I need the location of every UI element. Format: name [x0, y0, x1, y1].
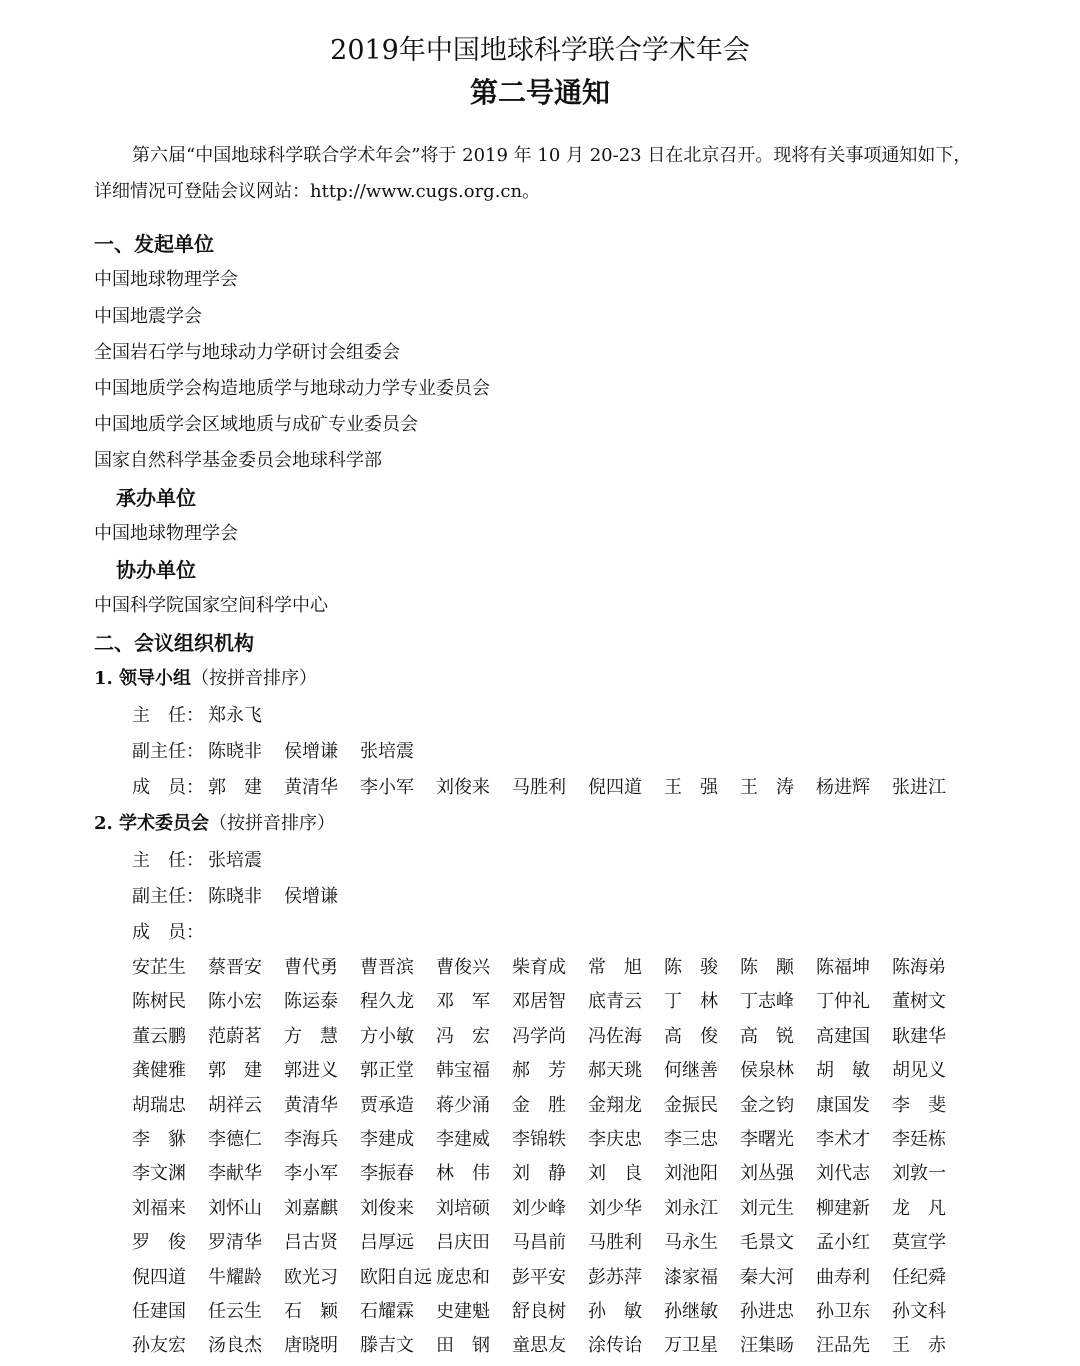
vice-chair-name: 陈晓非: [208, 886, 262, 907]
member-name: 柳建新: [816, 1198, 870, 1219]
member-row: [132, 1161, 962, 1187]
member-name: 李建成: [360, 1129, 414, 1150]
member-name: 侯泉林: [740, 1060, 794, 1081]
member-name: 陈 颙: [740, 957, 794, 978]
co-organizer-heading: 协办单位: [116, 558, 196, 582]
member-row: [132, 1058, 962, 1084]
member-name: 李 貅: [132, 1129, 186, 1150]
member-name: 李德仁: [208, 1129, 262, 1150]
chair-name: 张培震: [208, 850, 262, 871]
member-name: 何继善: [664, 1060, 718, 1081]
academic-committee-note: （按拼音排序）: [209, 813, 336, 834]
member-name: 庞忠和: [436, 1267, 490, 1288]
leading-group-vice-row: [132, 740, 968, 764]
members-label: 成 员：: [132, 922, 204, 943]
member-name: 韩宝福: [436, 1060, 490, 1081]
member-name: 孙 敏: [588, 1301, 642, 1322]
member-name: 林 伟: [436, 1163, 490, 1184]
member-name: 秦大河: [740, 1267, 794, 1288]
member-name: 郭 建: [208, 1060, 262, 1081]
organizer-name: 中国地球物理学会: [94, 523, 238, 544]
member-name: 丁 林: [664, 991, 718, 1012]
member-name: 李庆忠: [588, 1129, 642, 1150]
member-name: 刘嘉麒: [284, 1198, 338, 1219]
member-name: 李锦轶: [512, 1129, 566, 1150]
member-row: [132, 1265, 962, 1291]
member-name: 金翔龙: [588, 1095, 642, 1116]
member-name: 耿建华: [892, 1026, 946, 1047]
member-name: 牛耀龄: [208, 1267, 262, 1288]
member-name: 汪集旸: [740, 1335, 794, 1356]
member-name: 孙文科: [892, 1301, 946, 1322]
chair-label: 主 任：: [132, 850, 204, 871]
member-name: 欧光习: [284, 1267, 338, 1288]
member-name: 董树文: [892, 991, 946, 1012]
member-name: 龙 凡: [892, 1198, 946, 1219]
member-name: 程久龙: [360, 991, 414, 1012]
members-label: 成 员：: [132, 777, 204, 798]
member-name: 石耀霖: [360, 1301, 414, 1322]
intro-line-2: 详细情况可登陆会议网站：http://www.cugs.org.cn。: [94, 181, 541, 202]
vice-chair-label: 副主任：: [132, 886, 204, 907]
sponsor-item: 中国地质学会构造地质学与地球动力学专业委员会: [94, 378, 490, 399]
member-name: 汪品先: [816, 1335, 870, 1356]
member-name: 任纪舜: [892, 1267, 946, 1288]
member-name: 马胜利: [588, 1232, 642, 1253]
member-name: 冯佐海: [588, 1026, 642, 1047]
member-name: 欧阳自远: [360, 1267, 432, 1288]
member-name: 方 慧: [284, 1026, 338, 1047]
member-name: 刘丛强: [740, 1163, 794, 1184]
member-name: 胡见义: [892, 1060, 946, 1081]
member-name: 刘少华: [588, 1198, 642, 1219]
member-row: [132, 1299, 962, 1325]
member-name: 陈 骏: [664, 957, 718, 978]
member-name: 倪四道: [588, 777, 642, 798]
member-name: 郝天珧: [588, 1060, 642, 1081]
member-name: 马昌前: [512, 1232, 566, 1253]
member-name: 吕厚远: [360, 1232, 414, 1253]
member-name: 吕庆田: [436, 1232, 490, 1253]
member-name: 柴育成: [512, 957, 566, 978]
academic-committee-heading: [94, 812, 335, 836]
member-name: 高 俊: [664, 1026, 718, 1047]
member-name: 丁志峰: [740, 991, 794, 1012]
member-name: 高 锐: [740, 1026, 794, 1047]
member-name: 石 颖: [284, 1301, 338, 1322]
member-name: 刘培硕: [436, 1198, 490, 1219]
member-name: 刘少峰: [512, 1198, 566, 1219]
chair-label: 主 任：: [132, 705, 204, 726]
member-name: 陈福坤: [816, 957, 870, 978]
academic-members-label-row: [132, 921, 208, 945]
member-name: 蔡晋安: [208, 957, 262, 978]
member-name: 冯学尚: [512, 1026, 566, 1047]
vice-chair-name: 侯增谦: [284, 886, 338, 907]
member-name: 冯 宏: [436, 1026, 490, 1047]
page-subtitle: 第二号通知: [469, 76, 610, 109]
member-name: 刘俊来: [360, 1198, 414, 1219]
member-name: 田 钢: [436, 1335, 490, 1356]
member-name: 高建国: [816, 1026, 870, 1047]
page-title: 2019年中国地球科学联合学术年会: [330, 35, 750, 66]
chair-name: 郑永飞: [208, 705, 262, 726]
member-name: 刘福来: [132, 1198, 186, 1219]
member-name: 底青云: [588, 991, 642, 1012]
member-name: 李小军: [360, 777, 414, 798]
sponsor-item: 全国岩石学与地球动力学研讨会组委会: [94, 342, 400, 363]
member-name: 胡瑞忠: [132, 1095, 186, 1116]
member-name: 李术才: [816, 1129, 870, 1150]
member-name: 刘敦一: [892, 1163, 946, 1184]
member-name: 彭平安: [512, 1267, 566, 1288]
member-name: 马永生: [664, 1232, 718, 1253]
member-name: 童思友: [512, 1335, 566, 1356]
member-name: 张进江: [892, 777, 946, 798]
member-name: 陈海弟: [892, 957, 946, 978]
vice-chair-name: 陈晓非: [208, 741, 262, 762]
member-name: 邓居智: [512, 991, 566, 1012]
member-name: 吕古贤: [284, 1232, 338, 1253]
member-name: 蒋少涌: [436, 1095, 490, 1116]
vice-chair-label: 副主任：: [132, 741, 204, 762]
member-name: 李海兵: [284, 1129, 338, 1150]
member-name: 史建魁: [436, 1301, 490, 1322]
member-name: 刘怀山: [208, 1198, 262, 1219]
member-name: 王 强: [664, 777, 718, 798]
member-name: 李振春: [360, 1163, 414, 1184]
leading-group-chair-row: [132, 704, 262, 728]
academic-chair-row: [132, 849, 262, 873]
member-name: 任建国: [132, 1301, 186, 1322]
member-name: 陈树民: [132, 991, 186, 1012]
member-name: 郭进义: [284, 1060, 338, 1081]
member-name: 曲寿利: [816, 1267, 870, 1288]
member-name: 胡 敏: [816, 1060, 870, 1081]
member-name: 王 赤: [892, 1335, 946, 1356]
member-name: 黄清华: [284, 777, 338, 798]
sponsor-item: 中国地球物理学会: [94, 269, 238, 290]
leading-group-note: （按拼音排序）: [191, 668, 318, 689]
member-name: 刘代志: [816, 1163, 870, 1184]
member-row: [132, 1230, 962, 1256]
member-name: 莫宣学: [892, 1232, 946, 1253]
member-row: [132, 1127, 962, 1153]
member-row: [132, 955, 962, 981]
member-name: 罗清华: [208, 1232, 262, 1253]
member-name: 曹代勇: [284, 957, 338, 978]
member-name: 毛景文: [740, 1232, 794, 1253]
member-name: 康国发: [816, 1095, 870, 1116]
member-row: [132, 1093, 962, 1119]
academic-vice-row: [132, 885, 968, 909]
member-name: 郭正堂: [360, 1060, 414, 1081]
member-name: 黄清华: [284, 1095, 338, 1116]
member-name: 郝 芳: [512, 1060, 566, 1081]
member-name: 金之钧: [740, 1095, 794, 1116]
member-name: 刘池阳: [664, 1163, 718, 1184]
member-name: 倪四道: [132, 1267, 186, 1288]
member-name: 孙继敏: [664, 1301, 718, 1322]
section-heading-sponsors: 一、发起单位: [94, 232, 214, 256]
member-name: 杨进辉: [816, 777, 870, 798]
academic-committee-title: 2. 学术委员会: [94, 813, 210, 834]
member-name: 李三忠: [664, 1129, 718, 1150]
member-name: 涂传诒: [588, 1335, 642, 1356]
member-name: 方小敏: [360, 1026, 414, 1047]
member-name: 陈小宏: [208, 991, 262, 1012]
member-name: 李建威: [436, 1129, 490, 1150]
member-name: 陈运泰: [284, 991, 338, 1012]
member-name: 汤良杰: [208, 1335, 262, 1356]
member-name: 舒良树: [512, 1301, 566, 1322]
member-row: [132, 1024, 962, 1050]
member-name: 李廷栋: [892, 1129, 946, 1150]
member-name: 刘俊来: [436, 777, 490, 798]
member-row: [132, 1196, 962, 1222]
member-row: [132, 1333, 962, 1359]
member-name: 任云生: [208, 1301, 262, 1322]
member-name: 刘 良: [588, 1163, 642, 1184]
member-name: 李 斐: [892, 1095, 946, 1116]
member-name: 范蔚茗: [208, 1026, 262, 1047]
member-name: 李小军: [284, 1163, 338, 1184]
member-name: 彭苏萍: [588, 1267, 642, 1288]
member-name: 胡祥云: [208, 1095, 262, 1116]
member-name: 孙卫东: [816, 1301, 870, 1322]
member-name: 孟小红: [816, 1232, 870, 1253]
sponsor-item: 中国地质学会区域地质与成矿专业委员会: [94, 414, 418, 435]
member-name: 马胜利: [512, 777, 566, 798]
organizer-heading: 承办单位: [116, 486, 196, 510]
vice-chair-name: 侯增谦: [284, 741, 338, 762]
section-heading-organization: 二、会议组织机构: [94, 631, 254, 655]
member-name: 金振民: [664, 1095, 718, 1116]
member-name: 孙友宏: [132, 1335, 186, 1356]
leading-group-members-row: [132, 776, 968, 800]
member-name: 李文渊: [132, 1163, 186, 1184]
member-name: 邓 军: [436, 991, 490, 1012]
member-name: 刘 静: [512, 1163, 566, 1184]
leading-group-heading: [94, 667, 317, 691]
member-name: 金 胜: [512, 1095, 566, 1116]
member-name: 曹俊兴: [436, 957, 490, 978]
member-name: 刘元生: [740, 1198, 794, 1219]
member-name: 王 涛: [740, 777, 794, 798]
member-name: 唐晓明: [284, 1335, 338, 1356]
member-name: 安芷生: [132, 957, 186, 978]
vice-chair-name: 张培震: [360, 741, 414, 762]
member-name: 贾承造: [360, 1095, 414, 1116]
member-name: 常 旭: [588, 957, 642, 978]
member-name: 董云鹏: [132, 1026, 186, 1047]
member-name: 李曙光: [740, 1129, 794, 1150]
member-name: 滕吉文: [360, 1335, 414, 1356]
co-organizer-name: 中国科学院国家空间科学中心: [94, 595, 328, 616]
member-name: 万卫星: [664, 1335, 718, 1356]
member-name: 丁仲礼: [816, 991, 870, 1012]
sponsor-item: 中国地震学会: [94, 306, 202, 327]
member-name: 刘永江: [664, 1198, 718, 1219]
leading-group-title: 1. 领导小组: [94, 668, 192, 689]
member-row: [132, 989, 962, 1015]
member-name: 曹晋滨: [360, 957, 414, 978]
member-name: 漆家福: [664, 1267, 718, 1288]
member-name: 龚健雅: [132, 1060, 186, 1081]
intro-line-1: 第六届“中国地球科学联合学术年会”将于 2019 年 10 月 20-23 日在北京召开。现将有关事项通知如下，: [132, 145, 972, 166]
member-name: 郭 建: [208, 777, 262, 798]
member-name: 李献华: [208, 1163, 262, 1184]
member-name: 孙进忠: [740, 1301, 794, 1322]
sponsor-item: 国家自然科学基金委员会地球科学部: [94, 450, 382, 471]
member-name: 罗 俊: [132, 1232, 186, 1253]
